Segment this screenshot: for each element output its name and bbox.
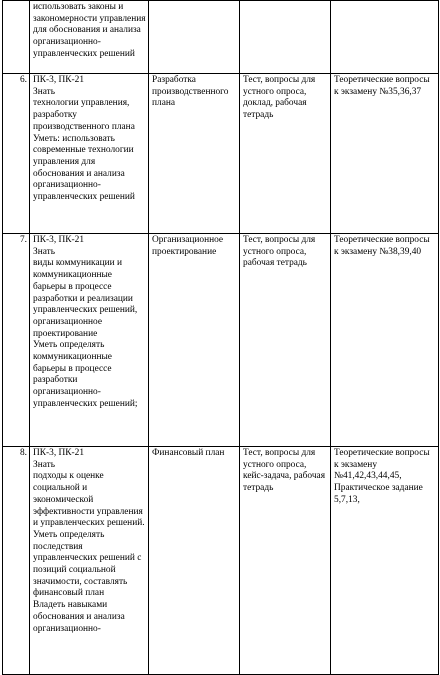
row-number [3,1,30,74]
control-form-cell: Тест, вопросы для устного опроса, доклад, рабочая тетрадь [240,74,331,234]
topic-cell: Организационное проектирование [149,234,240,447]
competence-cell: использовать законы и закономерности управления для обоснования и анализа организационно-управленческих решений [30,1,149,74]
table-row [3,234,439,447]
row-number: 6. [3,74,30,234]
control-form-cell: Тест, вопросы для устного опроса, кейс-задача, рабочая тетрадь [240,447,331,675]
competence-table [2,0,439,675]
row-number: 8. [3,447,30,675]
topic-cell: Разработка производственного плана [149,74,240,234]
table-row [3,74,439,234]
competence-cell: ПК-3, ПК-21 Знать виды коммуникации и коммуникационные барьеры в процессе разработки и реализации управленческих решений, организационное проектирование Уметь определять коммуникационные барьеры в процессе разработки организационно-управленческих решений; [30,234,149,447]
competence-cell: ПК-3, ПК-21 Знать подходы к оценке социальной и экономической эффективности управления и управленческих решений. Уметь определять последствия управленческих решений с позиций социальной значимости, составлять финансовый план Владеть навыками обоснования и анализа организационно- [30,447,149,675]
assessment-cell: Теоретические вопросы к экзамену №38,39,40 [331,234,439,447]
table-row [3,1,439,74]
control-form-cell: Тест, вопросы для устного опроса, рабочая тетрадь [240,234,331,447]
competence-cell: ПК-3, ПК-21 Знать технологии управления, разработку производственного плана Уметь: использовать современные технологии управления для обоснования и анализа организационно-управленческих решений [30,74,149,234]
assessment-cell [331,1,439,74]
control-form-cell [240,1,331,74]
assessment-cell: Теоретические вопросы к экзамену №41,42,43,44,45, Практическое задание 5,7,13, [331,447,439,675]
row-number: 7. [3,234,30,447]
assessment-cell: Теоретические вопросы к экзамену №35,36,37 [331,74,439,234]
table-row [3,447,439,675]
topic-cell [149,1,240,74]
topic-cell: Финансовый план [149,447,240,675]
